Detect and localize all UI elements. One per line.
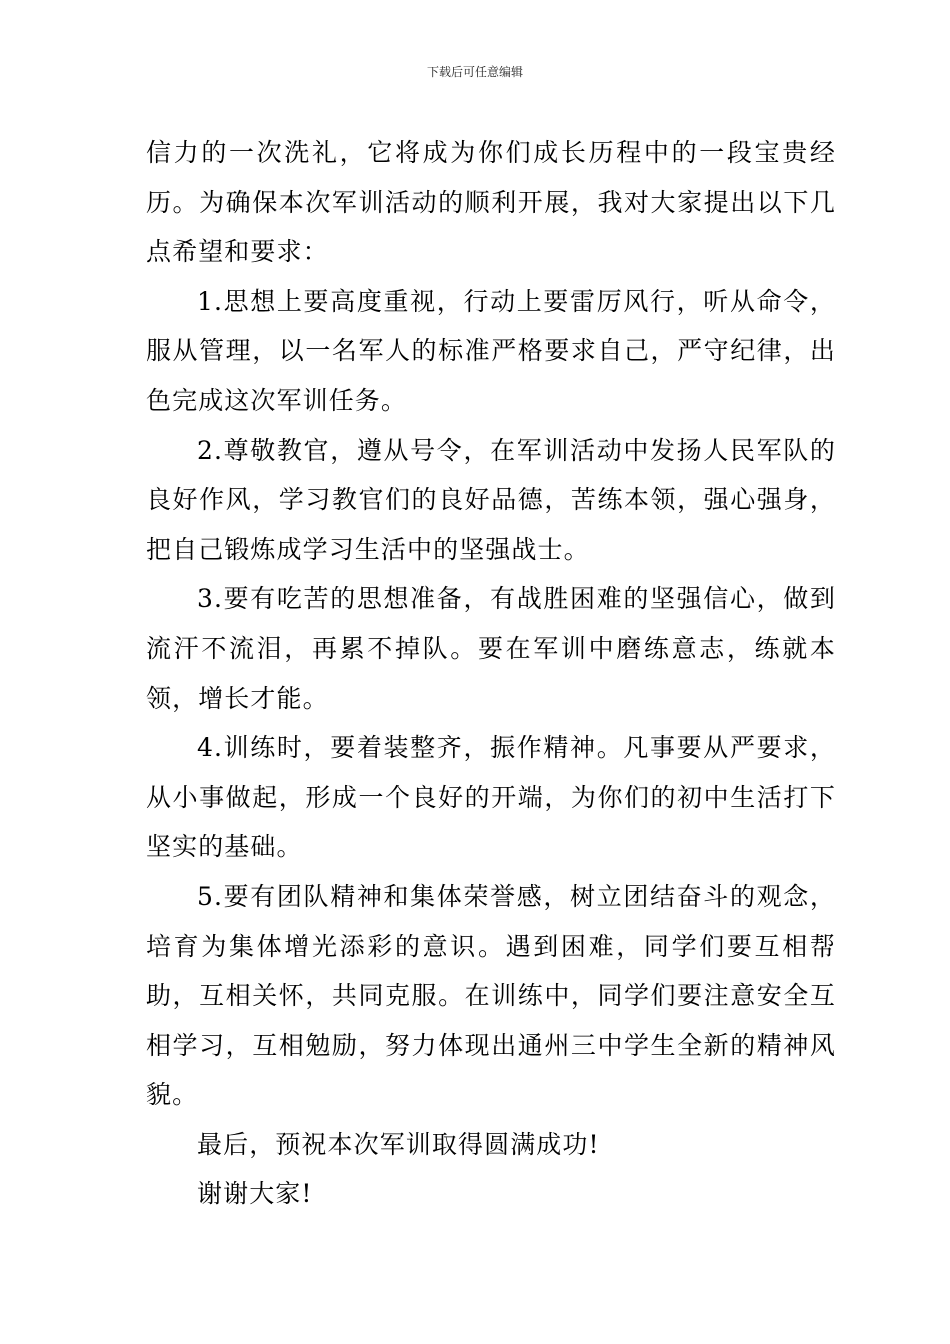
paragraph-item-2: 2.尊敬教官，遵从号令，在军训活动中发扬人民军队的良好作风，学习教官们的良好品德，苦练本领，强心强身，把自己锻炼成学习生活中的坚强战士。 — [146, 435, 836, 564]
paragraph-item-4: 4.训练时，要着装整齐，振作精神。凡事要从严要求，从小事做起，形成一个良好的开端，为你们的初中生活打下坚实的基础。 — [146, 733, 836, 862]
paragraph-item-1: 1.思想上要高度重视，行动上要雷厉风行，听从命令，服从管理，以一名军人的标准严格要求自己，严守纪律，出色完成这次军训任务。 — [146, 286, 836, 415]
paragraph-continuation: 信力的一次洗礼，它将成为你们成长历程中的一段宝贵经历。为确保本次军训活动的顺利开展，我对大家提出以下几点希望和要求： — [146, 138, 836, 267]
paragraph-thanks: 谢谢大家! — [197, 1179, 313, 1209]
page-header-caption: 下载后可任意编辑 — [426, 65, 523, 79]
paragraph-item-3: 3.要有吃苦的思想准备，有战胜困难的坚强信心，做到流汗不流泪，再累不掉队。要在军训中磨练意志，练就本领，增长才能。 — [146, 584, 836, 713]
paragraph-closing: 最后，预祝本次军训取得圆满成功! — [197, 1129, 600, 1159]
paragraph-item-5: 5.要有团队精神和集体荣誉感，树立团结奋斗的观念，培育为集体增光添彩的意识。遇到困难，同学们要互相帮助，互相关怀，共同克服。在训练中，同学们要注意安全互相学习，互相勉励，努力体现出通州三中学生全新的精神风貌。 — [146, 881, 836, 1110]
document-body — [146, 128, 836, 1219]
